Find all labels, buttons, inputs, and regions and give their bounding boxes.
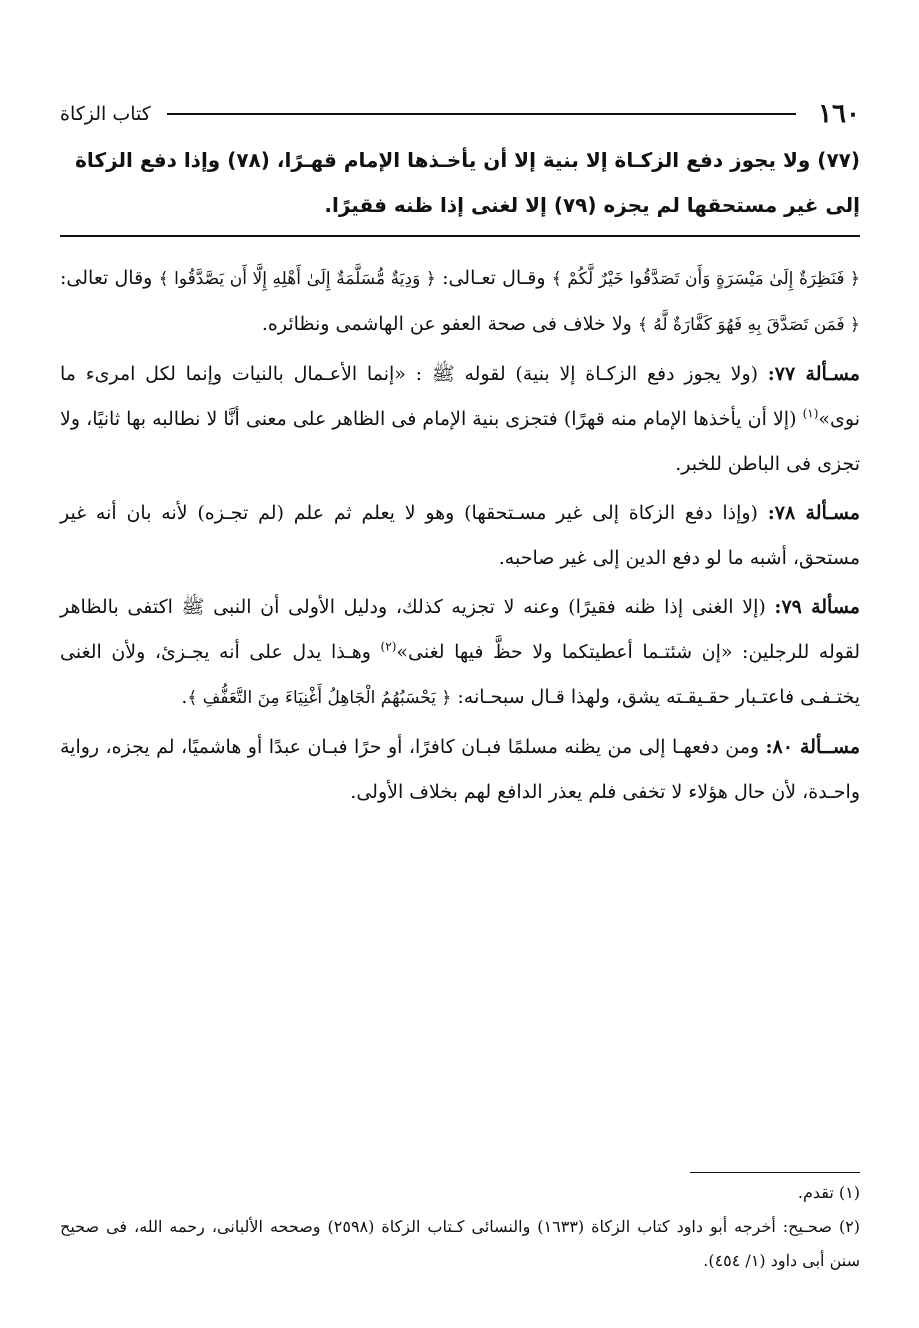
footnote-ref: (١): [802, 406, 819, 421]
masala-label: مسـألة ٧٧:: [767, 363, 860, 385]
matn-text: [60, 138, 860, 228]
masala-80: [60, 725, 860, 815]
paragraph-text: وهـذا يدل على أنه يجـزئ، ولأن الغنى يختـفـى فاعتـبار حقـيقـته يشق، ولهذا قـال سبحـانه:: [60, 641, 860, 708]
masala-label: مسـألة ٧٨:: [767, 502, 860, 524]
quran-verse: ﴿ فَمَن تَصَدَّقَ بِهِ فَهُوَ كَفَّارَةٌ لَّهُ ﴾: [637, 315, 860, 335]
paragraph-text: (إلا أن يأخذها الإمام منه قهرًا) فتجزى بنية الإمام فى الظاهر على معنى أنَّا لا نطالبه بها ثانيًا، ولا تجزى فى الباطن للخبر.: [60, 408, 860, 475]
footnote-ref: (٢): [380, 639, 397, 654]
header-rule: [167, 113, 796, 115]
quran-verse: ﴿ فَنَظِرَةٌ إِلَىٰ مَيْسَرَةٍ وَأَن تَصَدَّقُوا خَيْرٌ لَّكُمْ ﴾: [551, 269, 861, 289]
running-title: كتاب الزكاة: [60, 103, 151, 125]
paragraph-text: ولا خلاف فى صحة العفو عن الهاشمى ونظائره.: [261, 313, 638, 335]
quran-verse: ﴿ يَحْسَبُهُمُ الْجَاهِلُ أَغْنِيَاءَ مِنَ التَّعَفُّفِ ﴾: [187, 688, 452, 708]
paragraph-text: (وإذا دفع الزكاة إلى غير مسـتحقها) وهو لا يعلم ثم علم (لم تجـزه) لأنه بان أنه غير مستحق، أشبه ما لو دفع الدين إلى غير صاحبه.: [60, 502, 860, 569]
paragraph-text: .: [181, 686, 188, 708]
footnote-rule: [690, 1172, 860, 1173]
paragraph-text: وقال تعالى:: [60, 267, 159, 289]
footnote-2: (٢) صحـيح: أخرجه أبو داود كتاب الزكاة (١٦٣٣) والنسائى كـتاب الزكاة (٢٥٩٨) وصححه الألبانى، رحمه الله، فى صحيح سنن أبى داود (١/ ٤٥٤).: [60, 1217, 861, 1270]
paragraph-text: (ولا يجوز دفع الزكـاة إلا بنية) لقوله ﷺ : «إنما الأعـمال بالنيات وإنما لكل امرىء ما نوى»: [60, 363, 860, 430]
quran-verse: ﴿ وَدِيَةٌ مُّسَلَّمَةٌ إِلَىٰ أَهْلِهِ إِلَّا أَن يَصَّدَّقُوا ﴾: [158, 269, 436, 289]
footnote-1: (١) تقدم.: [797, 1183, 860, 1202]
masala-77: [60, 352, 860, 487]
paragraph-text: (إلا الغنى إذا ظنه فقيرًا) وعنه لا تجزيه كذلك، ودليل الأولى أن النبى ﷺ اكتفى بالظاهر لقوله للرجلين: «إن شئتـما أعطيتكما ولا حظَّ فيها لغنى»: [60, 596, 860, 663]
masala-label: مسألة ٧٩:: [774, 596, 860, 618]
matn-line: إلى غير مستحقها لم يجزه (٧٩) إلا لغنى إذا ظنه فقيرًا.: [324, 193, 860, 217]
footnotes: [60, 1176, 860, 1278]
page-header: [60, 94, 860, 134]
paragraph-text: ومن دفعهـا إلى من يظنه مسلمًا فبـان كافرًا، أو حرًا فبـان عبدًا أو هاشميًا، لم يجزه، رواية واحـدة، لأن حال هؤلاء لا تخفى فلم يعذر الدافع لهم بخلاف الأولى.: [60, 736, 860, 803]
matn-line: (٧٧) ولا يجوز دفع الزكـاة إلا بنية إلا أن يأخـذها الإمام قهـرًا، (٧٨) وإذا دفع الزكاة: [75, 148, 860, 172]
commentary: [60, 256, 860, 815]
separator-rule: [60, 235, 860, 237]
masala-79: [60, 585, 860, 721]
paragraph-text: وقـال تعـالى:: [435, 267, 552, 289]
page-number: ١٦٠: [818, 99, 860, 129]
masala-label: مســألة ٨٠:: [765, 736, 860, 758]
masala-78: [60, 491, 860, 581]
intro-paragraph: [60, 256, 860, 348]
